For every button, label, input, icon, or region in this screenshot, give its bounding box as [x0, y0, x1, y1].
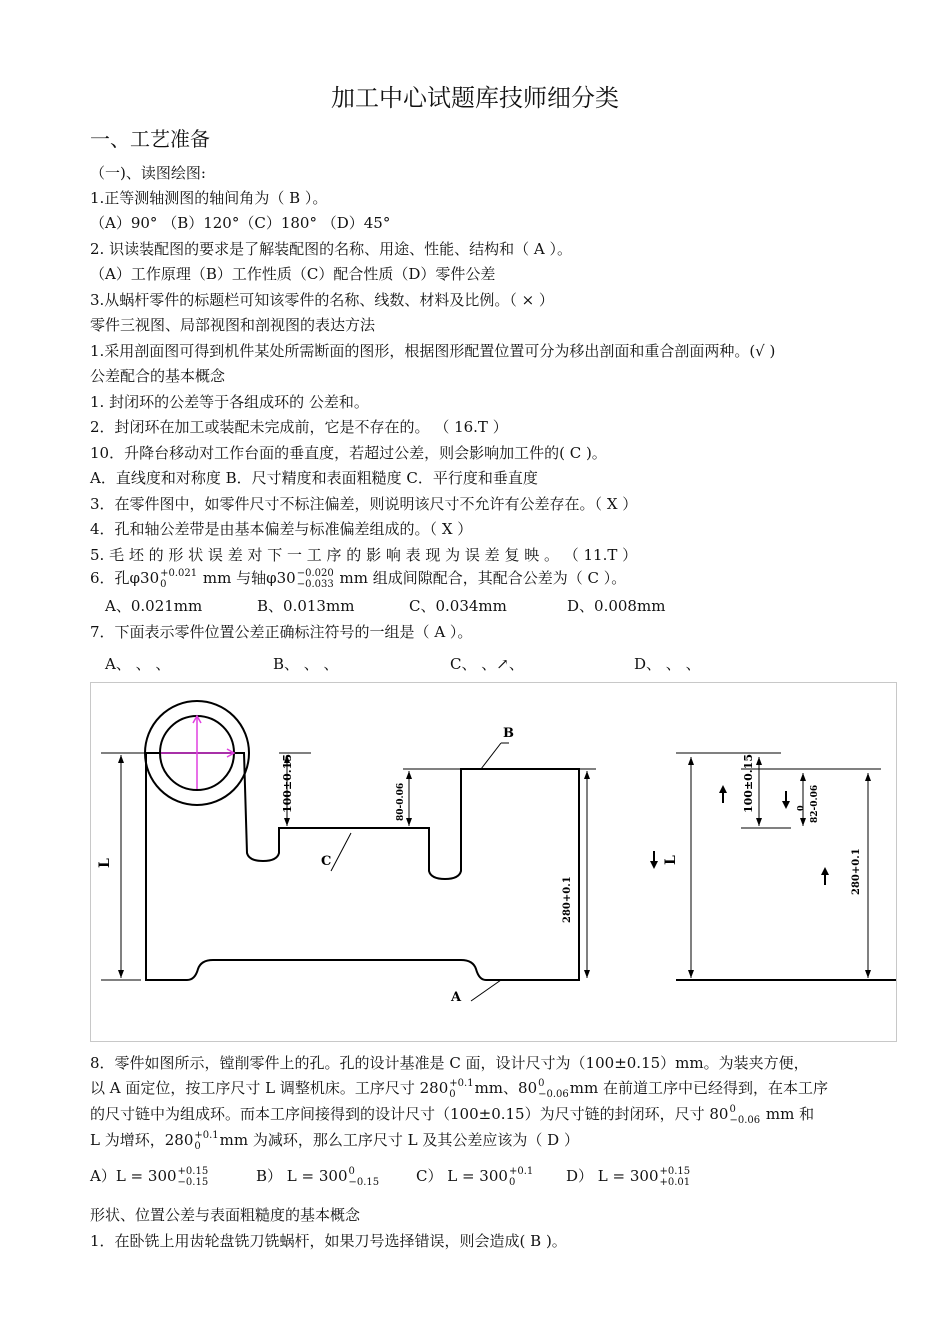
section-heading: 一、工艺准备 [90, 127, 210, 151]
question-text: 5. 毛 坯 的 形 状 误 差 对 下 一 工 序 的 影 响 表 现 为 误 差 复 映 。 （ 11.T ） [90, 546, 638, 564]
question-text: 1. 封闭环的公差等于各组成环的 公差和。 [90, 393, 369, 411]
subsection-heading: （一)、读图绘图: [90, 164, 206, 182]
question-text: 10．升降台移动对工作台面的垂直度，若超过公差，则会影响加工件的( C )。 [90, 444, 607, 462]
surface-label-c: C [321, 854, 332, 869]
dim-82-label: 82-0.06 [810, 784, 820, 823]
question-text: 6．孔φ30 +0.021 0 mm 与轴φ30 −0.020 −0.033 mm 组成间隙配合，其配合公差为（ C ）。 [90, 568, 627, 590]
part-drawing [91, 683, 896, 1041]
question-text: L 为增环，280 +0.1 0 mm 为减环，那么工序尺寸 L 及其公差应该为（ D ） [90, 1130, 579, 1152]
question-options: A、 、 、 B、 、 、 C、 、↗、 D、 、 、 [105, 655, 701, 673]
question-options: A）L = 300 +0.15 −0.15 B） L = 300 0 −0.15 C） L = 300 +0.1 0 D） L = 300 +0.15 +0.01 [90, 1166, 691, 1188]
topic-heading: 零件三视图、局部视图和剖视图的表达方法 [90, 316, 376, 334]
topic-heading: 公差配合的基本概念 [90, 367, 226, 385]
question-text: 3．在零件图中，如零件尺寸不标注偏差，则说明该尺寸不允许有公差存在。（ X ） [90, 495, 638, 513]
dim-280-label: 280+0.1 [851, 848, 862, 895]
dim-80-label: 80-0.06 [396, 782, 406, 821]
question-text: 1.采用剖面图可得到机件某处所需断面的图形，根据图形配置位置可分为移出剖面和重合剖面两种。(√ ) [90, 342, 776, 360]
question-text: 以 A 面定位，按工序尺寸 L 调整机床。工序尺寸 280 +0.1 0 mm、80 0 −0.06 mm 在前道工序中已经得到，在本工序 [90, 1078, 828, 1100]
dim-100-label: 100±0.15 [281, 754, 294, 813]
surface-label-a: A [451, 990, 462, 1005]
dim-280-label: 280+0.1 [562, 876, 573, 923]
dim-l-label: L [97, 858, 113, 868]
question-options: （A）90° （B）120°（C）180° （D）45° [90, 214, 391, 232]
question-text: 4．孔和轴公差带是由基本偏差与标准偏差组成的。（ X ） [90, 520, 473, 538]
question-text: 7．下面表示零件位置公差正确标注符号的一组是（ A ）。 [90, 623, 473, 641]
question-text: 1．在卧铣上用齿轮盘铣刀铣蜗杆，如果刀号选择错误，则会造成( B )。 [90, 1232, 567, 1250]
dim-l-label: L [663, 855, 679, 865]
question-text: 1.正等测轴测图的轴间角为（ B ）。 [90, 189, 328, 207]
dim-100-label: 100±0.15 [742, 754, 755, 813]
question-options: （A）工作原理（B）工作性质（C）配合性质（D）零件公差 [90, 265, 496, 283]
dimension-chain-figure [90, 682, 897, 1042]
dim-0-label: 0 [795, 805, 805, 811]
question-options: A、0.021mm B、0.013mm C、0.034mm D、0.008mm [105, 597, 666, 615]
topic-heading: 形状、位置公差与表面粗糙度的基本概念 [90, 1206, 361, 1224]
page-title: 加工中心试题库技师细分类 [331, 84, 619, 112]
question-text: 2．封闭环在加工或装配未完成前，它是不存在的。 （ 16.T ） [90, 418, 508, 436]
question-text: 2. 识读装配图的要求是了解装配图的名称、用途、性能、结构和（ A ）。 [90, 240, 572, 258]
surface-label-b: B [503, 726, 514, 741]
question-text: 3.从蜗杆零件的标题栏可知该零件的名称、线数、材料及比例。（ × ） [90, 291, 554, 309]
question-text: 8．零件如图所示，镗削零件上的孔。孔的设计基准是 C 面，设计尺寸为（100±0.15）mm。为装夹方便， [90, 1054, 809, 1072]
question-text: 的尺寸链中为组成环。而本工序间接得到的设计尺寸（100±0.15）为尺寸链的封闭环，尺寸 80 0 −0.06 mm 和 [90, 1104, 815, 1126]
question-options: A．直线度和对称度 B．尺寸精度和表面粗糙度 C．平行度和垂直度 [90, 469, 538, 487]
